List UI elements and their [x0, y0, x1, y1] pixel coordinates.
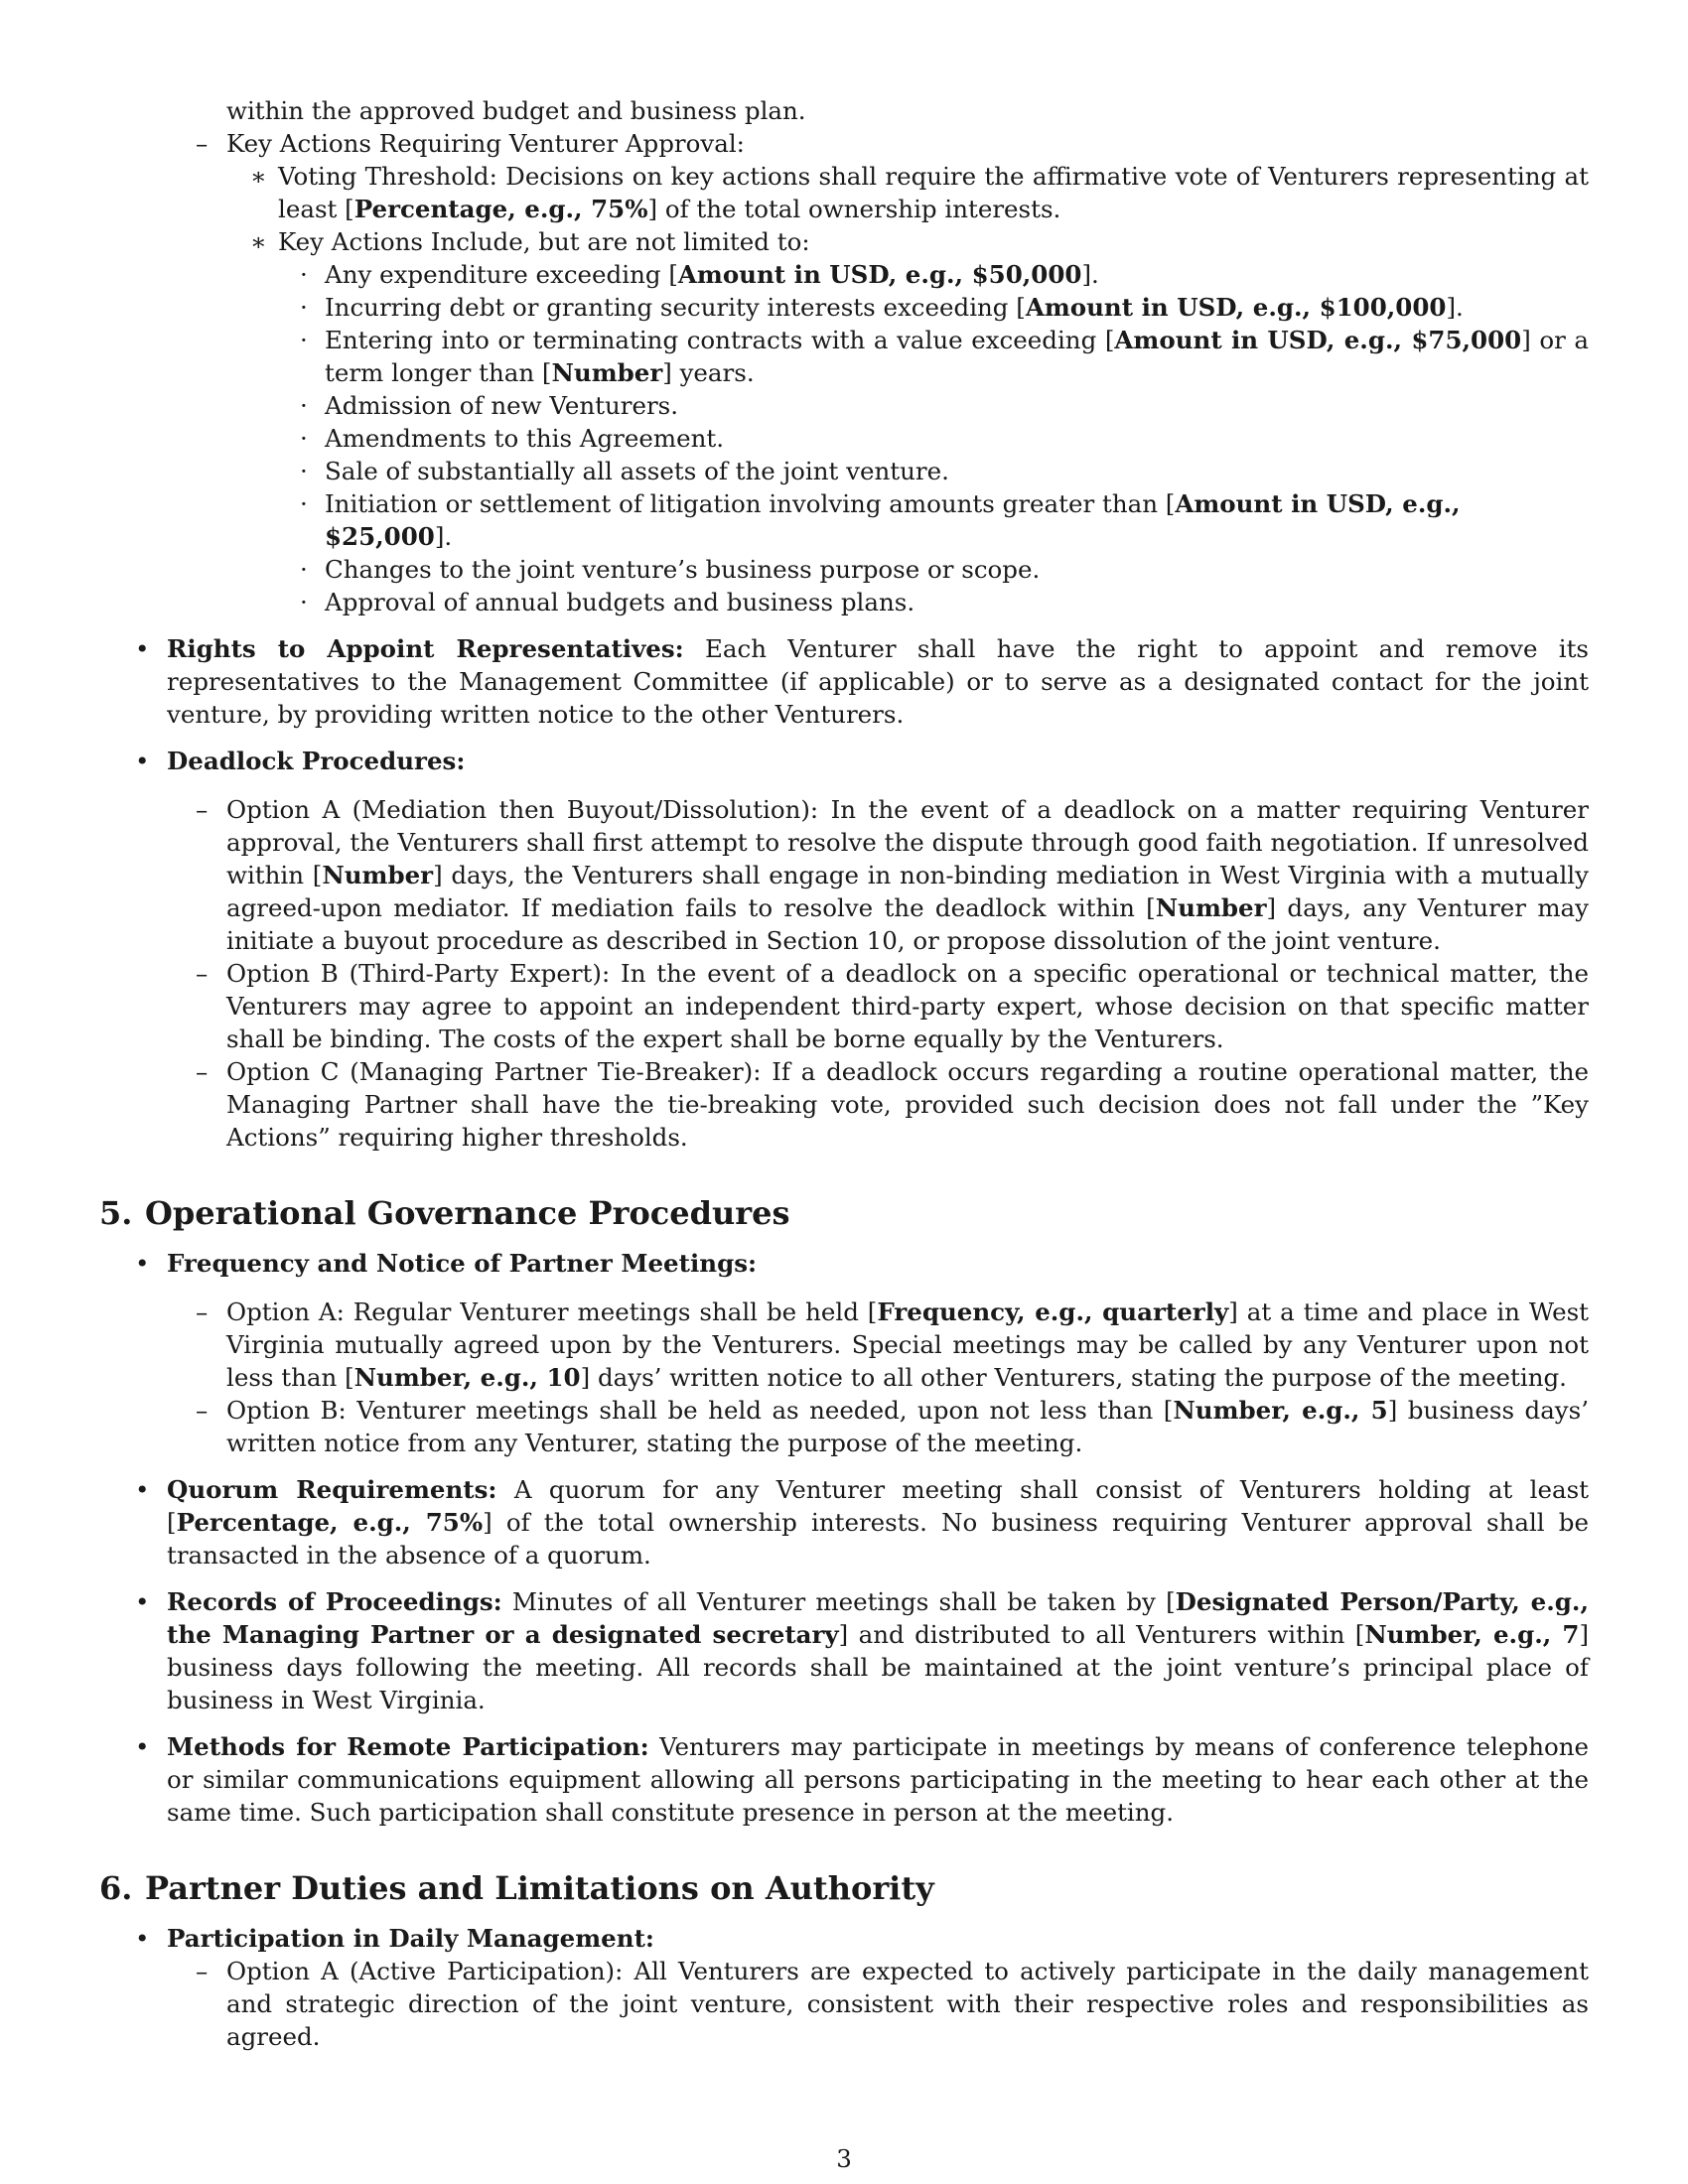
frequency-option-a: – Option A: Regular Venturer meetings shall be held [Frequency, e.g., quarterly] at a time and place in West Virginia mutually agreed upon by the Venturers. Special meetings may be called by any Venturer upon not less than [Number, e.g., 10] days’ written notice to all other Venturers, stating the purpose of the meeting.: [196, 1297, 1589, 1392]
action-item: · Sale of substantially all assets of the joint venture.: [300, 457, 949, 485]
frequency-heading: • Frequency and Notice of Partner Meetings:: [135, 1249, 758, 1278]
page-content: [99, 94, 1589, 2053]
section-6-heading: 6. Partner Duties and Limitations on Authority: [99, 1869, 934, 1907]
remote-participation-item: • Methods for Remote Participation: Venturers may participate in meetings by means of conference telephone or similar communications equipment allowing all persons participating in the meeting to hear each other at the same time. Such participation shall constitute presence in person at the meeting.: [135, 1732, 1589, 1827]
action-item: · Incurring debt or granting security interests exceeding [Amount in USD, e.g., $100,000].: [300, 293, 1464, 322]
action-item: · Approval of annual budgets and business plans.: [300, 588, 915, 616]
section-5-heading: 5. Operational Governance Procedures: [99, 1194, 790, 1232]
action-item: · Admission of new Venturers.: [300, 391, 679, 420]
star-marker: ∗: [250, 162, 267, 191]
deadlock-option-a: – Option A (Mediation then Buyout/Dissolution): In the event of a deadlock on a matter requiring Venturer approval, the Venturers shall first attempt to resolve the dispute through good faith negotiation. If unresolved within [Number] days, the Venturers shall engage in non-binding mediation in West Virginia with a mutually agreed-upon mediator. If mediation fails to resolve the deadlock within [Number] days, any Venturer may initiate a buyout procedure as described in Section 10, or propose dissolution of the joint venture.: [196, 795, 1589, 955]
voting-threshold-item: ∗ Voting Threshold: Decisions on key actions shall require the affirmative vote of Venturers representing at least [Percentage, e.g., 75%] of the total ownership interests.: [250, 162, 1589, 223]
bullet-marker: •: [135, 634, 150, 663]
records-item: • Records of Proceedings: Minutes of all Venturer meetings shall be taken by [Designated Person/Party, e.g., the Managing Partner or a designated secretary] and distributed to all Venturers within [Number, e.g., 7] business days following the meeting. All records shall be maintained at the joint venture’s principal place of business in West Virginia.: [135, 1587, 1590, 1714]
deadlock-procedures-heading: • Deadlock Procedures:: [135, 747, 466, 775]
rights-to-appoint-item: • Rights to Appoint Representatives: Each Venturer shall have the right to appoint and remove its representatives to the Management Committee (if applicable) or to serve as a designated contact for the joint venture, by providing written notice to the other Venturers.: [135, 634, 1589, 729]
star-marker: ∗: [250, 227, 267, 256]
action-item: · Initiation or settlement of litigation involving amounts greater than [Amount in USD, e.g., $25,000].: [300, 489, 1461, 551]
action-item: · Amendments to this Agreement.: [300, 424, 725, 453]
frequency-option-b: – Option B: Venturer meetings shall be held as needed, upon not less than [Number, e.g., 5] business days’ written notice from any Venturer, stating the purpose of the meeting.: [196, 1396, 1589, 1457]
deadlock-option-b: – Option B (Third-Party Expert): In the event of a deadlock on a specific operational or technical matter, the Venturers may agree to appoint an independent third-party expert, whose decision on that specific matter shall be binding. The costs of the expert shall be borne equally by the Venturers.: [196, 959, 1589, 1053]
action-item: · Any expenditure exceeding [Amount in USD, e.g., $50,000].: [300, 260, 1099, 289]
deadlock-option-c: – Option C (Managing Partner Tie-Breaker): If a deadlock occurs regarding a routine operational matter, the Managing Partner shall have the tie-breaking vote, provided such decision does not fall under the ”Key Actions” requiring higher thresholds.: [196, 1057, 1589, 1152]
page-number: 3: [836, 2144, 852, 2173]
quorum-item: • Quorum Requirements: A quorum for any Venturer meeting shall consist of Venturers holding at least [Percentage, e.g., 75%] of the total ownership interests. No business requiring Venturer approval shall be transacted in the absence of a quorum.: [135, 1475, 1590, 1570]
key-actions-heading: – Key Actions Requiring Venturer Approval:: [196, 129, 745, 158]
continuation-text: within the approved budget and business plan.: [226, 96, 806, 125]
dash-marker: –: [196, 129, 209, 158]
participation-option-a: – Option A (Active Participation): All Venturers are expected to actively participate in the daily management and strategic direction of the joint venture, consistent with their respective roles and responsibilities as agreed.: [196, 1957, 1589, 2051]
participation-heading: • Participation in Daily Management:: [135, 1924, 654, 1953]
action-item: · Changes to the joint venture’s business purpose or scope.: [300, 555, 1041, 584]
bullet-marker: •: [135, 747, 150, 775]
key-actions-include-item: ∗ Key Actions Include, but are not limited to:: [250, 227, 810, 256]
action-item: · Entering into or terminating contracts with a value exceeding [Amount in USD, e.g., $75,000] or a term longer than [Number] years.: [300, 326, 1590, 387]
